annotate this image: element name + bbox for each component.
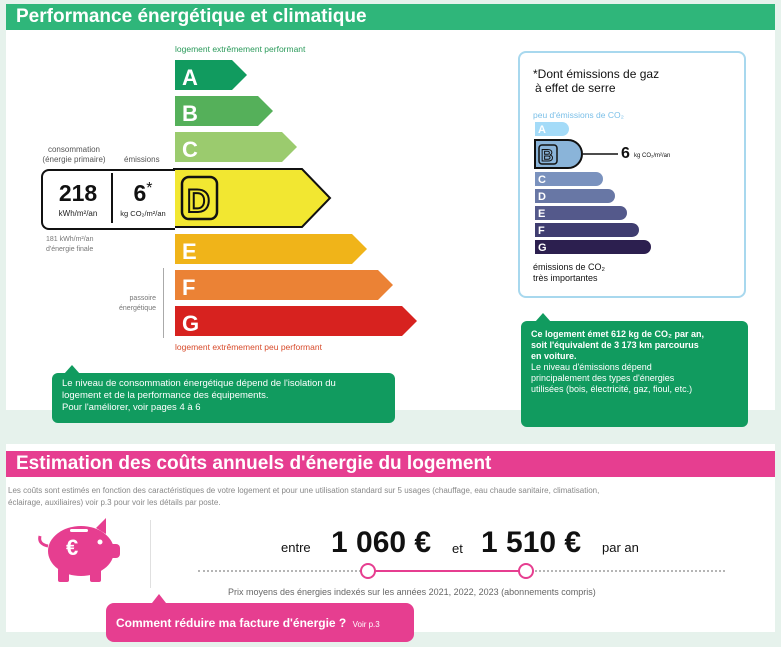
ghg-class-b-current: [535, 140, 618, 168]
bottom-performance-label: logement extrêmement peu performant: [175, 342, 322, 352]
energy-class-a: [175, 60, 247, 90]
ghg-class-a: [535, 122, 569, 136]
passoire-label: passoire énergétique: [119, 295, 156, 312]
ghg-class-g: [535, 240, 651, 254]
svg-text:G: G: [538, 242, 547, 254]
cost-section-title: Estimation des coûts annuels d'énergie du logement: [6, 451, 775, 477]
ghg-class-c: [535, 172, 603, 186]
price-low: 1 060 €: [331, 526, 432, 559]
passoire-bracket: [163, 268, 164, 338]
consumption-label: consommation (énergie primaire): [42, 145, 106, 164]
and-label: et: [452, 541, 463, 556]
svg-text:A: A: [182, 65, 198, 90]
ghg-class-d: [535, 189, 615, 203]
energy-class-f: [175, 270, 393, 300]
range-solid: [368, 570, 526, 572]
svg-text:E: E: [182, 239, 197, 264]
svg-text:G: G: [182, 311, 200, 336]
ghg-class-e: [535, 206, 627, 220]
reduce-bill-label: Comment réduire ma facture d'énergie ?: [116, 616, 347, 630]
range-min-marker: [360, 563, 376, 579]
emissions-callout-pointer: [535, 313, 551, 322]
between-label: entre: [281, 540, 311, 555]
energy-class-e: [175, 234, 367, 264]
per-year-label: par an: [602, 540, 639, 555]
emissions-value: 6*: [133, 180, 153, 206]
energy-class-c: [175, 132, 297, 162]
emissions-star: *: [146, 180, 153, 197]
ghg-value-unit: kg CO₂/m²/an: [634, 153, 671, 159]
svg-text:A: A: [538, 124, 546, 136]
piggy-euro-symbol: €: [66, 535, 79, 560]
svg-text:B: B: [182, 101, 198, 126]
energy-class-g: [175, 306, 417, 336]
svg-text:C: C: [538, 174, 546, 186]
svg-text:F: F: [538, 225, 545, 237]
svg-text:F: F: [182, 275, 196, 300]
button-pointer: [152, 594, 166, 603]
final-energy-note: 181 kWh/m²/an d'énergie finale: [46, 236, 94, 253]
consumption-unit: kWh/m²/an: [58, 209, 98, 218]
reduce-bill-ref: Voir p.3: [352, 620, 380, 629]
cost-divider: [150, 520, 151, 588]
piggy-bank-icon: [34, 516, 124, 584]
energy-callout: Le niveau de consommation énergétique dépend de l'isolation du logement et de la performance des équipements. Pour l'améliorer, voir pages 4 à 6: [52, 373, 395, 423]
consumption-value: 218: [58, 180, 98, 206]
price-footnote: Prix moyens des énergies indexés sur les années 2021, 2022, 2023 (abonnements compris): [228, 587, 596, 597]
emissions-unit: kg CO₂/m²/an: [120, 209, 166, 218]
price-high: 1 510 €: [481, 526, 582, 559]
energy-section-title: Performance énergétique et climatique: [6, 4, 775, 30]
reduce-bill-button[interactable]: [106, 603, 414, 642]
cost-description: Les coûts sont estimés en fonction des caractéristiques de votre logement et pour une utilisation standard sur 5 usages (chauffage, eau chaude sanitaire, climatisation, éclairage, auxiliaires) voir p.3 pour voir les détails par poste.: [8, 486, 600, 507]
svg-text:E: E: [538, 208, 546, 220]
svg-text:D: D: [538, 191, 546, 203]
range-max-marker: [518, 563, 534, 579]
emissions-callout: Ce logement émet 612 kg de CO₂ par an, soit l'équivalent de 3 173 km parcourus en voiture. Le niveau d'émissions dépend principalement des types d'énergies utilisées (bois, électricité, gaz, fioul, etc.): [521, 321, 748, 427]
ghg-scale: [530, 118, 730, 260]
ghg-note: *Dont émissions de gaz à effet de serre: [533, 67, 660, 95]
ghg-bottom-label: émissions de CO₂ très importantes: [533, 262, 606, 283]
emissions-label: émissions: [124, 155, 160, 164]
energy-class-b: [175, 96, 273, 126]
ghg-value: 6: [621, 145, 630, 162]
svg-text:D: D: [187, 183, 211, 219]
energy-callout-pointer: [64, 365, 80, 374]
top-performance-label: logement extrêmement performant: [175, 44, 306, 54]
ghg-top-label: peu d'émissions de CO₂: [533, 110, 624, 120]
svg-text:C: C: [182, 137, 198, 162]
svg-text:B: B: [541, 146, 554, 165]
ghg-class-f: [535, 223, 639, 237]
